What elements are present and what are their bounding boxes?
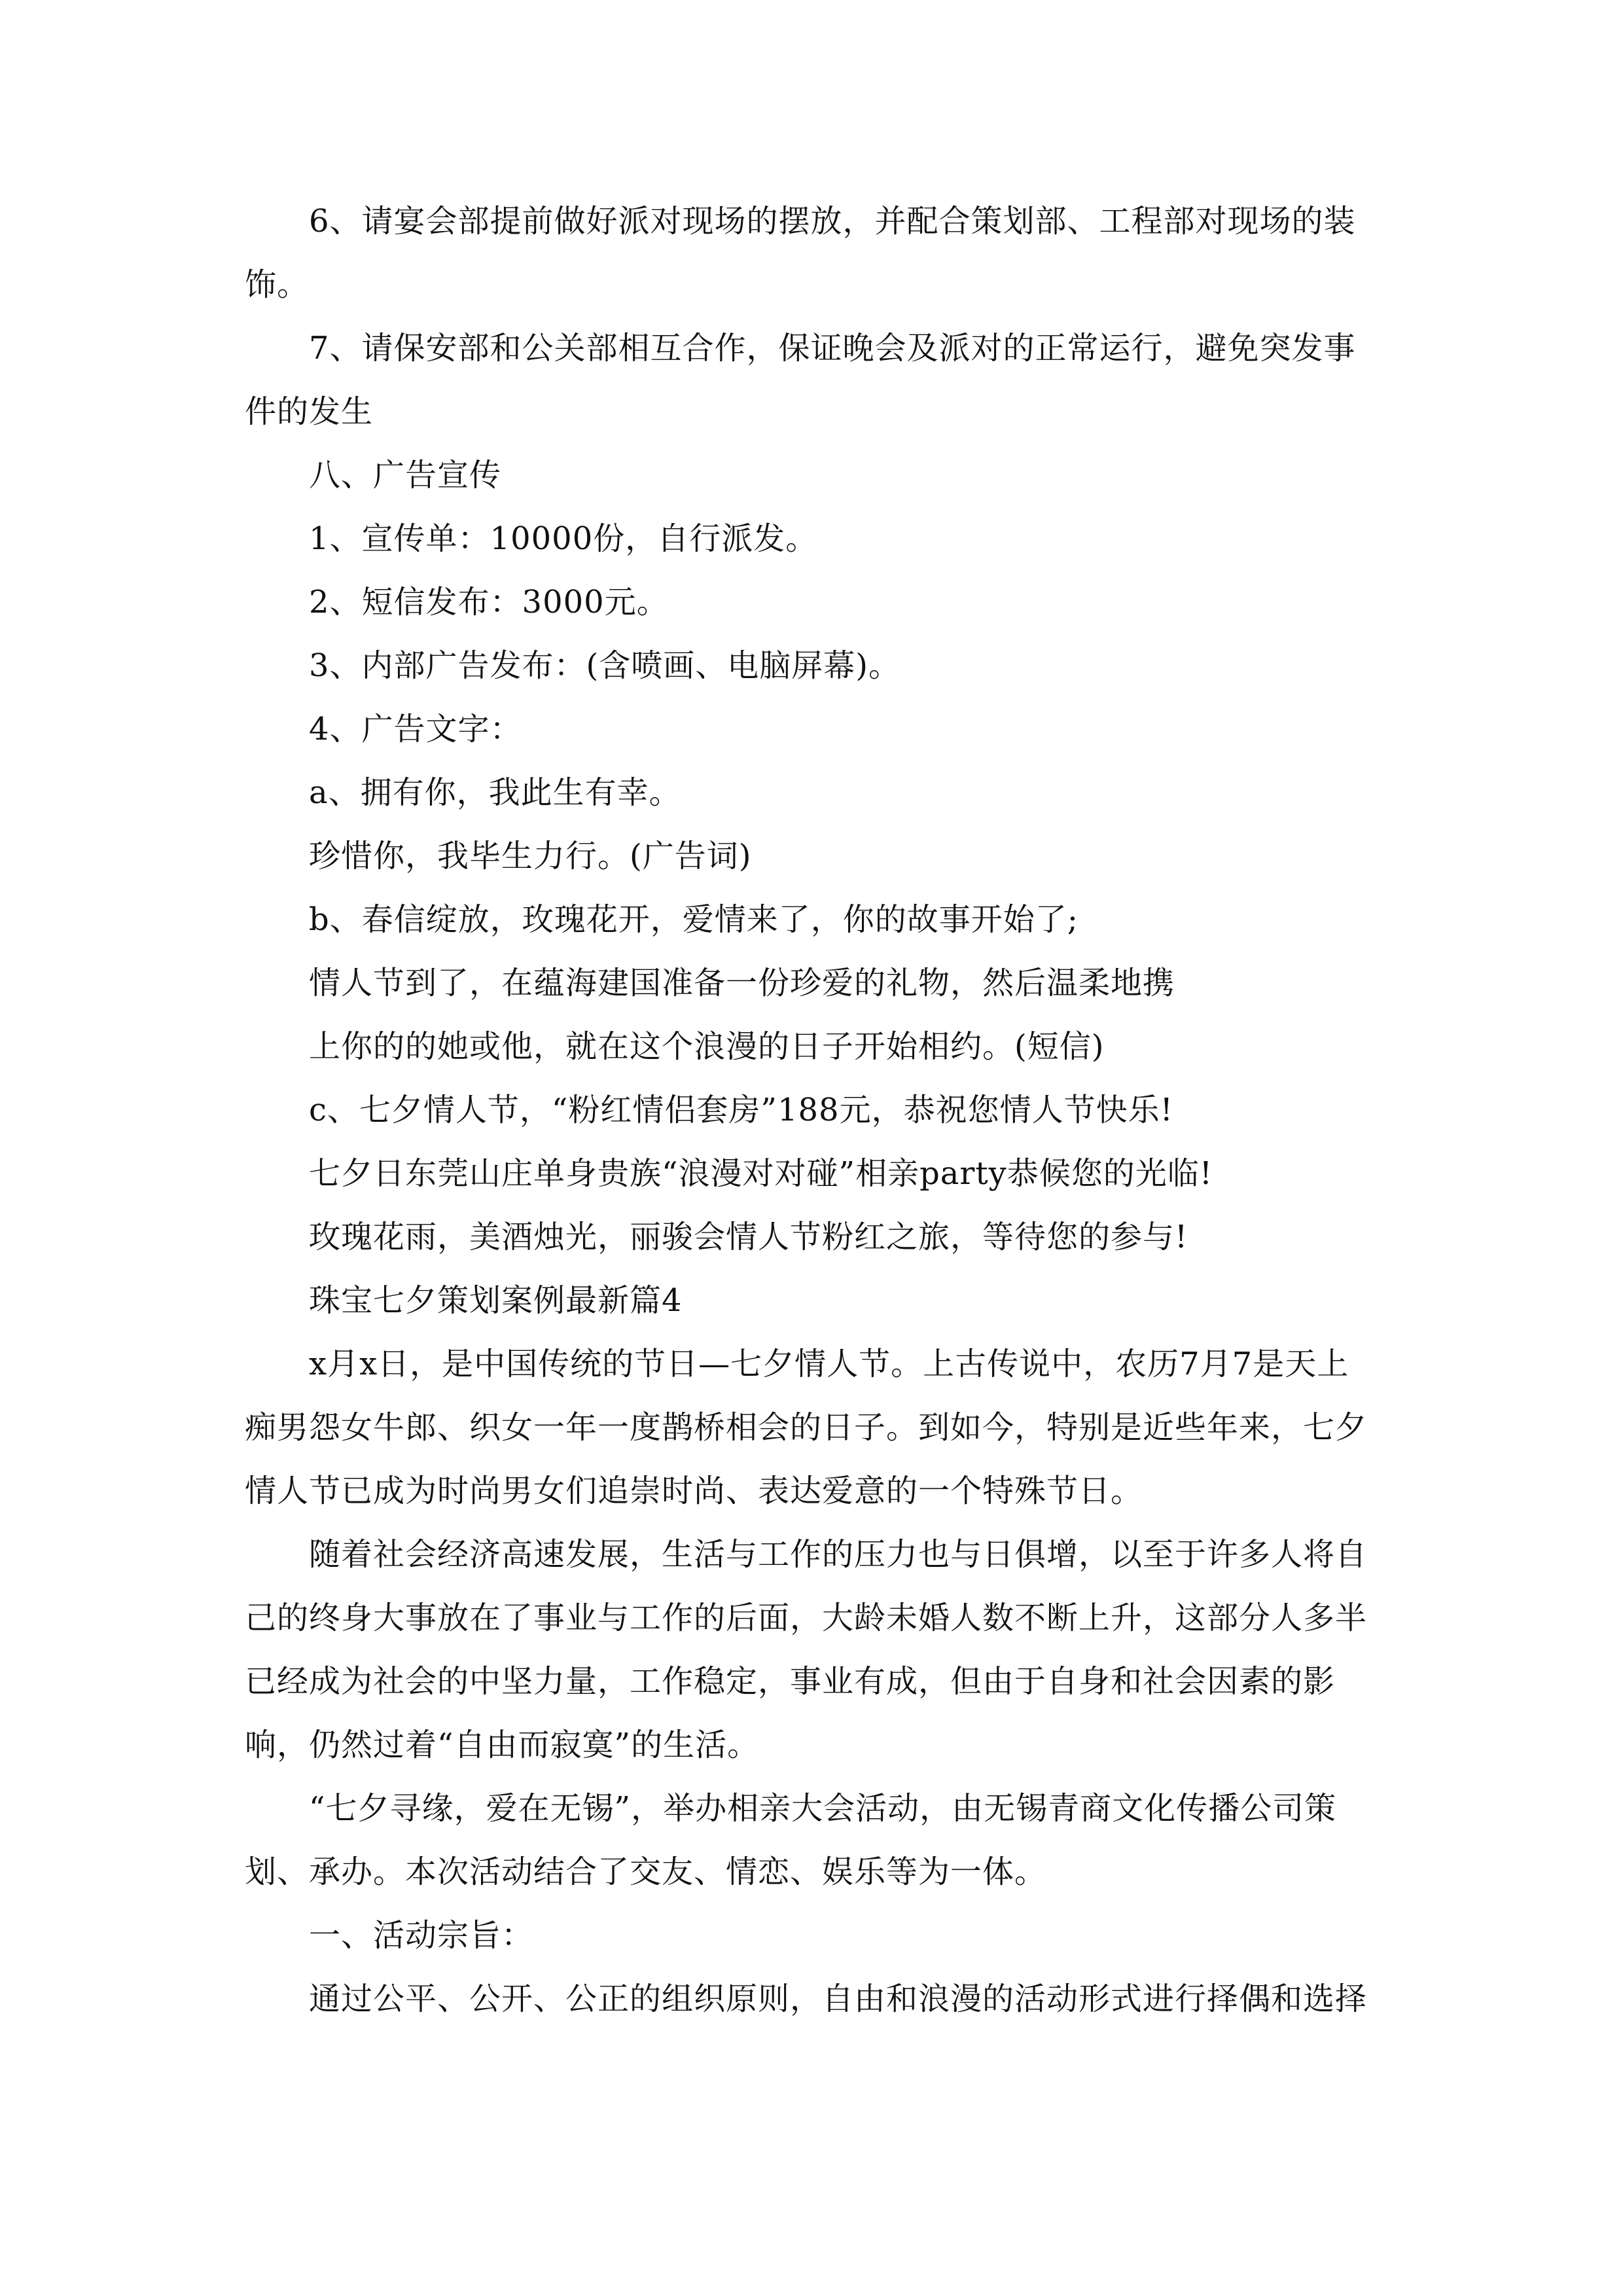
ad-copy-c3: 玫瑰花雨，美酒烛光，丽骏会情人节粉红之旅，等待您的参与! bbox=[309, 1219, 1188, 1255]
ad-copy-b1: b、春信绽放，玫瑰花开，爱情来了，你的故事开始了; bbox=[309, 901, 1079, 938]
paragraph-background: 随着社会经济高速发展，生活与工作的压力也与日俱增，以至于许多人将自己的终身大事放在了事业与工作的后面，大龄未婚人数不断上升，这部分人多半已经成为社会的中坚力量，工作稳定，事业有成，但由于自身和社会因素的影响，仍然过着“自由而寂寞”的生活。 bbox=[245, 1536, 1368, 1763]
paragraph-purpose: 通过公平、公开、公正的组织原则，自由和浪漫的活动形式进行择偶和选择 bbox=[309, 1981, 1368, 2017]
ad-item-1: 1、宣传单：10000份，自行派发。 bbox=[309, 520, 818, 557]
ad-item-3: 3、内部广告发布：(含喷画、电脑屏幕)。 bbox=[309, 647, 901, 684]
ad-copy-b2: 情人节到了，在蕴海建国准备一份珍爱的礼物，然后温柔地携 bbox=[309, 965, 1175, 1001]
paragraph-6: 6、请宴会部提前做好派对现场的摆放，并配合策划部、工程部对现场的装饰。 bbox=[245, 203, 1356, 303]
case-title: 珠宝七夕策划案例最新篇4 bbox=[309, 1282, 683, 1319]
ad-item-4: 4、广告文字： bbox=[309, 711, 522, 747]
ad-copy-b3: 上你的的她或他，就在这个浪漫的日子开始相约。(短信) bbox=[309, 1028, 1105, 1065]
ad-item-2: 2、短信发布：3000元。 bbox=[309, 584, 669, 620]
ad-copy-a2: 珍惜你，我毕生力行。(广告词) bbox=[309, 838, 752, 874]
paragraph-intro: x月x日，是中国传统的节日—七夕情人节。上古传说中，农历7月7是天上痴男怨女牛郎、织女一年一度鹊桥相会的日子。到如今，特别是近些年来，七夕情人节已成为时尚男女们追崇时尚、表达爱意的一个特殊节日。 bbox=[245, 1346, 1368, 1509]
document-body bbox=[245, 190, 1378, 2031]
section-heading-purpose: 一、活动宗旨： bbox=[309, 1917, 534, 1954]
paragraph-7: 7、请保安部和公关部相互合作，保证晚会及派对的正常运行，避免突发事件的发生 bbox=[245, 330, 1356, 430]
ad-copy-a1: a、拥有你，我此生有幸。 bbox=[309, 774, 681, 811]
paragraph-event: “七夕寻缘，爱在无锡”，举办相亲大会活动，由无锡青商文化传播公司策划、承办。本次活动结合了交友、情恋、娱乐等为一体。 bbox=[245, 1790, 1337, 1890]
ad-copy-c1: c、七夕情人节，“粉红情侣套房”188元，恭祝您情人节快乐! bbox=[309, 1092, 1173, 1128]
section-heading-advertising: 八、广告宣传 bbox=[309, 457, 502, 493]
ad-copy-c2: 七夕日东莞山庄单身贵族“浪漫对对碰”相亲party恭候您的光临! bbox=[309, 1155, 1213, 1192]
